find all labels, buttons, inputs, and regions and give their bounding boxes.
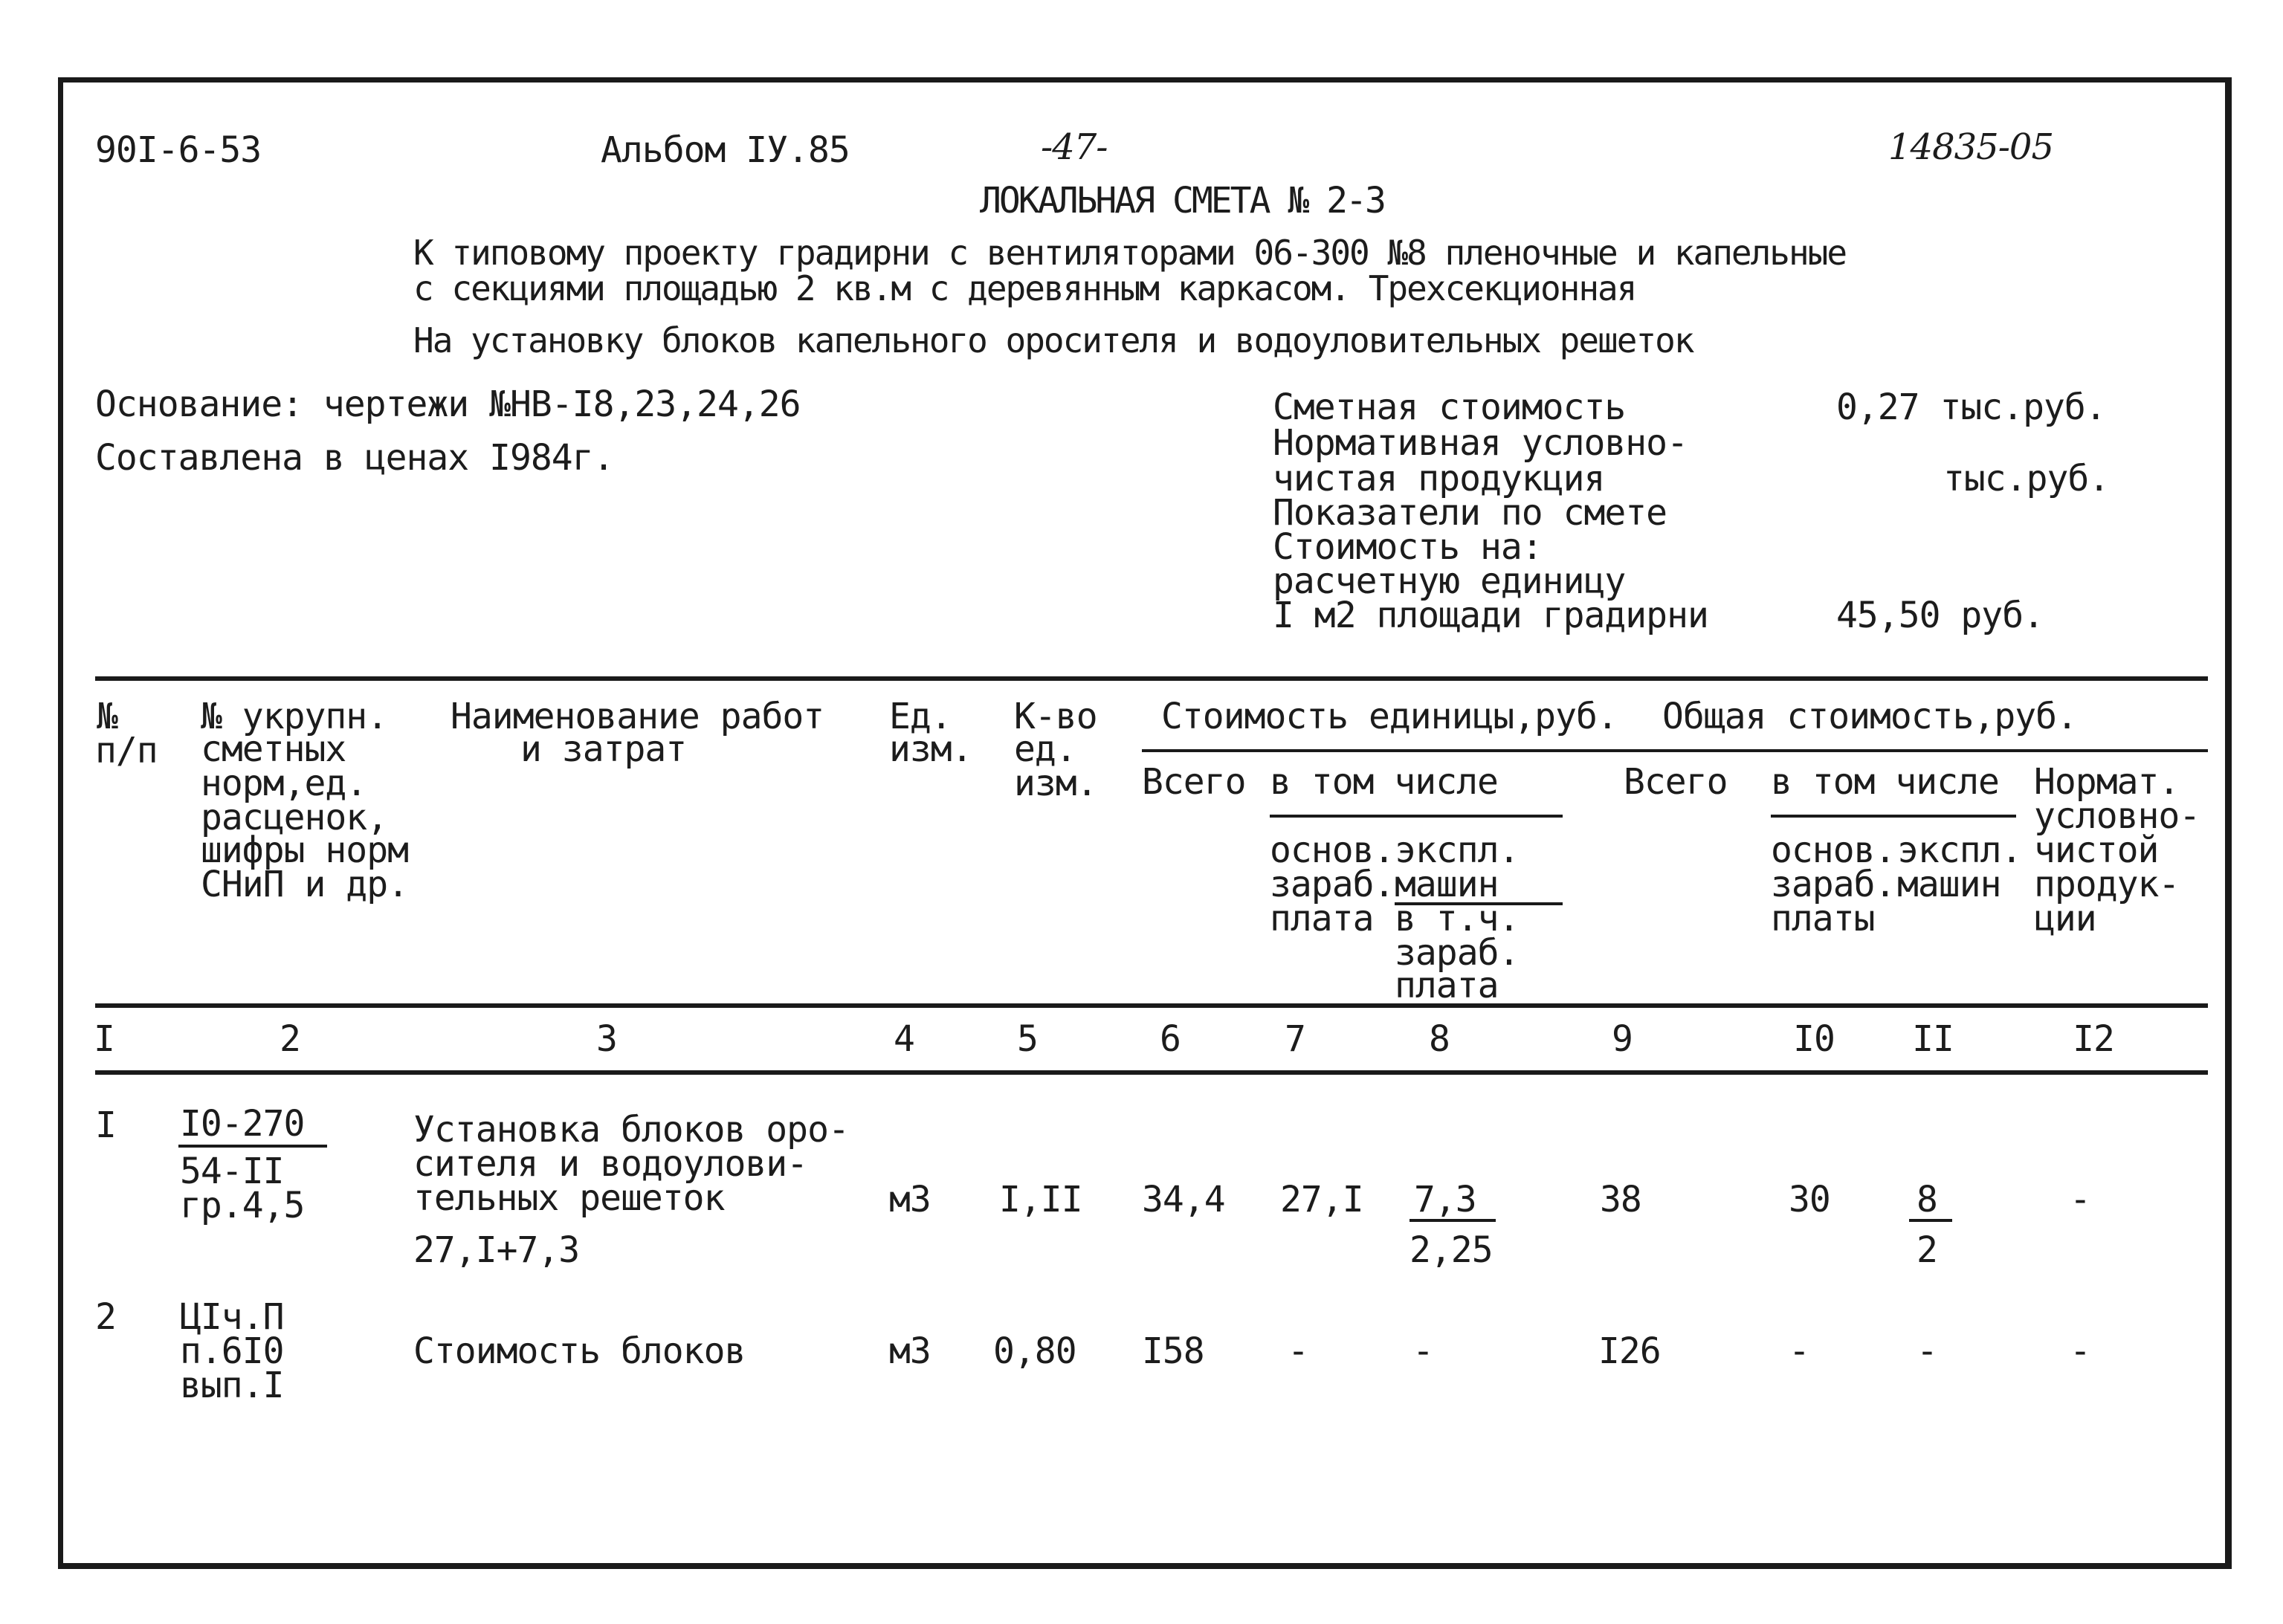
hdr-osn-1a: основ.	[1270, 829, 1395, 871]
hdr-norm-d: продук-	[2034, 864, 2180, 905]
colnum-6: 6	[1160, 1018, 1181, 1060]
hdr-qty-2: ед.	[1014, 728, 1076, 770]
row2-osn: -	[1288, 1330, 1308, 1372]
hdr-total-incl: в том числе	[1771, 761, 1999, 803]
hdr-norm-b: условно-	[2034, 795, 2200, 837]
hdr-osn-1c: плата	[1270, 898, 1374, 939]
colnum-2: 2	[280, 1018, 300, 1060]
colnum-8: 8	[1429, 1018, 1450, 1060]
basis-prices: Составлена в ценах I984г.	[95, 437, 614, 479]
hdr-unit-incl: в том числе	[1270, 761, 1498, 803]
colnum-7: 7	[1285, 1018, 1305, 1060]
hdr-eks-1b: машин	[1395, 864, 1499, 905]
row1-code-a: I0-270	[180, 1103, 305, 1145]
hdr-eks-1d: зараб.	[1395, 932, 1520, 974]
hdr-total-all: Всего	[1624, 761, 1728, 803]
row1-all: 34,4	[1142, 1179, 1225, 1220]
row2-norm: -	[2070, 1330, 2090, 1372]
row2-code-a: ЦIч.П	[180, 1296, 284, 1338]
colnum-bottom-rule	[95, 1070, 2208, 1075]
hdr-code-2: сметных	[201, 728, 346, 770]
hdr-eks-1a: экспл.	[1395, 829, 1520, 871]
cost-per-label: Стоимость на:	[1273, 526, 1543, 568]
hdr-eks-2b: машин	[1897, 864, 2001, 905]
doc-code: 90I-6-53	[95, 129, 262, 171]
document-number: 14835-05	[1888, 126, 2053, 168]
row2-all: I58	[1142, 1330, 1204, 1372]
row1-total-eks-fraction-line	[1909, 1219, 1952, 1222]
cost-header-rule	[1142, 749, 2208, 752]
purpose-line: На установку блоков капельного оросителя и водоуловительных решеток	[413, 320, 1693, 360]
row2-total-osn: -	[1789, 1330, 1809, 1372]
row1-name-c: тельных решеток	[413, 1177, 725, 1219]
unit-area-value: 45,50 руб.	[1836, 595, 2044, 636]
project-line-1: К типовому проекту градирни с вентиляторами 06-300 №8 пленочные и капельные	[413, 233, 1847, 273]
hdr-osn-2a: основ.	[1771, 829, 1896, 871]
row1-osn: 27,I	[1280, 1179, 1363, 1220]
row1-name-formula: 27,I+7,3	[413, 1229, 580, 1271]
row1-name-b: сителя и водоулови-	[413, 1143, 808, 1185]
hdr-norm-a: Нормат.	[2034, 761, 2180, 803]
colnum-12: I2	[2073, 1018, 2114, 1060]
hdr-code-3: норм,ед.	[201, 763, 367, 804]
album-label: Альбом IУ.85	[601, 129, 850, 171]
indicators-label: Показатели по смете	[1273, 492, 1667, 534]
row1-eks-bottom: 2,25	[1409, 1229, 1493, 1271]
norm-product-label-2: чистая продукция	[1273, 458, 1605, 499]
hdr-unit-cost: Стоимость единицы,руб.	[1161, 696, 1618, 737]
row2-eks: -	[1412, 1330, 1433, 1372]
row2-unit: м3	[889, 1330, 931, 1372]
row1-code-underline	[178, 1145, 327, 1148]
header-bottom-rule	[95, 1003, 2208, 1008]
row1-qty: I,II	[999, 1179, 1082, 1220]
basis-drawings: Основание: чертежи №НВ-I8,23,24,26	[95, 384, 801, 425]
colnum-1: I	[94, 1018, 114, 1060]
colnum-5: 5	[1017, 1018, 1038, 1060]
row1-total-osn: 30	[1789, 1179, 1830, 1220]
row1-unit: м3	[889, 1179, 931, 1220]
hdr-osn-1b: зараб.	[1270, 864, 1395, 905]
row2-qty: 0,80	[993, 1330, 1076, 1372]
hdr-code-1: № укрупн.	[201, 696, 388, 737]
hdr-qty-1: К-во	[1014, 696, 1097, 737]
project-line-2: с секциями площадью 2 кв.м с деревянным каркасом. Трехсекционная	[413, 268, 1636, 308]
row2-name: Стоимость блоков	[413, 1330, 746, 1372]
row1-code-c: гр.4,5	[180, 1185, 305, 1226]
table-top-rule	[95, 676, 2208, 681]
unit-area-label: I м2 площади градирни	[1273, 595, 1708, 636]
row1-total-eks-bottom: 2	[1917, 1229, 1937, 1271]
hdr-eks-2a: экспл.	[1897, 829, 2022, 871]
row1-norm: -	[2070, 1179, 2090, 1220]
total-incl-rule	[1771, 815, 2016, 818]
hdr-pp: п/п	[95, 730, 158, 771]
colnum-3: 3	[596, 1018, 617, 1060]
hdr-unit-all: Всего	[1142, 761, 1246, 803]
row1-eks-fraction-line	[1409, 1219, 1496, 1222]
colnum-11: II	[1912, 1018, 1954, 1060]
colnum-9: 9	[1612, 1018, 1633, 1060]
page-title: ЛОКАЛЬНАЯ СМЕТА № 2-3	[980, 180, 1384, 221]
norm-product-label-1: Нормативная условно-	[1273, 422, 1688, 464]
hdr-osn-2b: зараб.	[1771, 864, 1896, 905]
hdr-unit-2: изм.	[889, 728, 972, 770]
hdr-name-2: и затрат	[520, 728, 687, 770]
row1-name-a: Установка блоков оро-	[413, 1109, 849, 1151]
hdr-eks-1e: плата	[1395, 965, 1499, 1006]
row1-eks-top: 7,3	[1414, 1179, 1476, 1220]
colnum-10: I0	[1793, 1018, 1835, 1060]
norm-product-value: тыс.руб.	[1943, 458, 2110, 499]
row1-total: 38	[1600, 1179, 1641, 1220]
row2-num: 2	[95, 1296, 116, 1338]
hdr-total-cost: Общая стоимость,руб.	[1662, 696, 2077, 737]
hdr-num: №	[97, 696, 117, 737]
row2-total: I26	[1598, 1330, 1661, 1372]
row2-total-eks: -	[1917, 1330, 1937, 1372]
page-number: -47-	[1041, 126, 1108, 168]
hdr-name-1: Наименование работ	[451, 696, 824, 737]
hdr-norm-c: чистой	[2034, 829, 2159, 871]
estimated-cost-value: 0,27 тыс.руб.	[1836, 386, 2106, 428]
colnum-4: 4	[894, 1018, 914, 1060]
row1-num: I	[95, 1104, 116, 1146]
hdr-unit-1: Ед.	[889, 696, 952, 737]
hdr-norm-e: ции	[2034, 898, 2096, 939]
estimated-cost-label: Сметная стоимость	[1273, 386, 1626, 428]
hdr-eks-1c: в т.ч.	[1395, 898, 1520, 939]
unit-incl-rule	[1270, 815, 1563, 818]
hdr-osn-2c: платы	[1771, 898, 1875, 939]
row2-code-c: вып.I	[180, 1365, 284, 1406]
calc-unit-label: расчетную единицу	[1273, 560, 1626, 602]
hdr-qty-3: изм.	[1014, 763, 1097, 804]
row1-total-eks-top: 8	[1917, 1179, 1937, 1220]
hdr-code-4: расценок,	[201, 797, 388, 838]
row1-code-b: 54-II	[180, 1151, 284, 1192]
hdr-code-5: шифры норм	[201, 829, 408, 871]
hdr-code-6: СНиП и др.	[201, 864, 408, 905]
row2-code-b: п.6I0	[180, 1330, 284, 1372]
